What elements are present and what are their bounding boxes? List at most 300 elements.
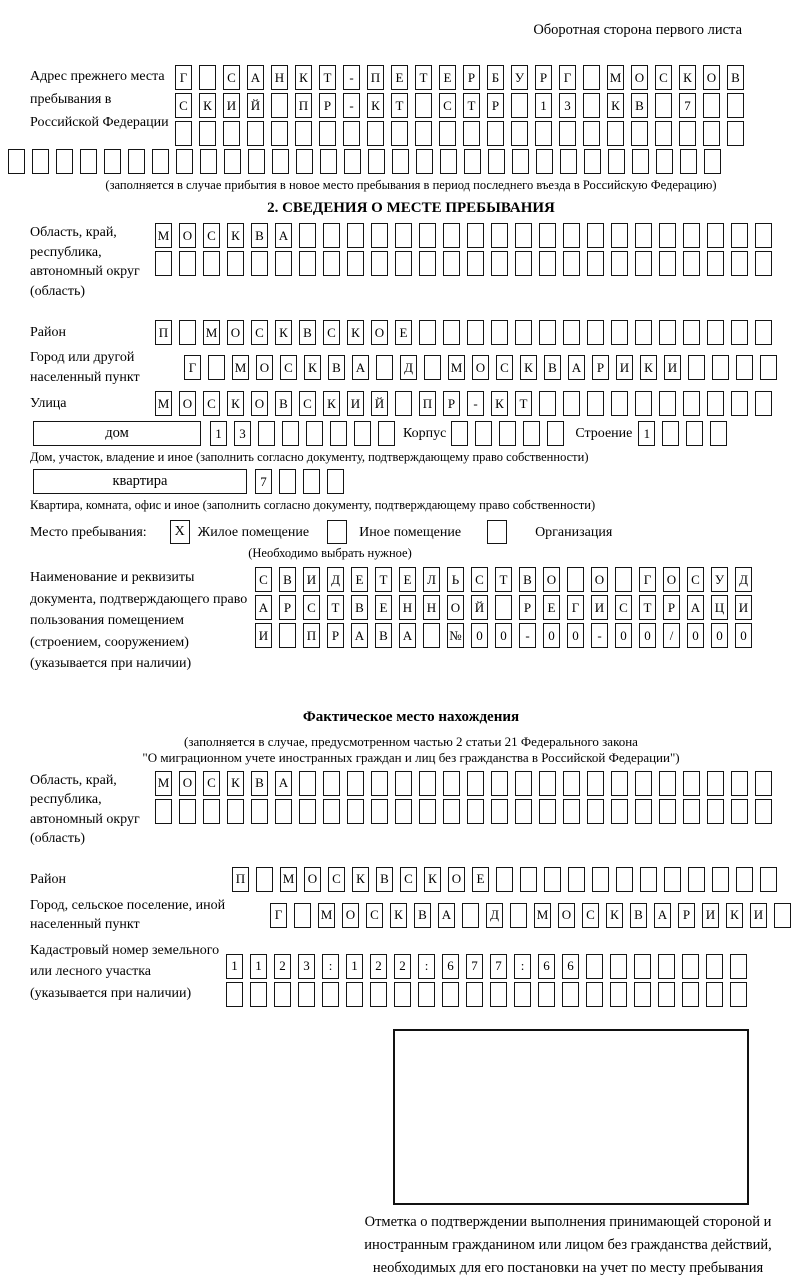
char-cell[interactable]: А (687, 595, 704, 620)
char-cell[interactable] (544, 867, 561, 892)
char-cell[interactable]: С (582, 903, 599, 928)
char-cell[interactable]: А (654, 903, 671, 928)
char-cell[interactable]: А (352, 355, 369, 380)
char-cell[interactable] (274, 982, 291, 1007)
char-cell[interactable] (416, 149, 433, 174)
char-cell[interactable]: К (390, 903, 407, 928)
char-cell[interactable]: П (419, 391, 436, 416)
char-cell[interactable]: Б (487, 65, 504, 90)
char-cell[interactable]: Е (543, 595, 560, 620)
char-cell[interactable] (298, 982, 315, 1007)
char-cell[interactable]: 1 (226, 954, 243, 979)
char-cell[interactable]: С (496, 355, 513, 380)
char-cell[interactable] (755, 223, 772, 248)
char-cell[interactable] (391, 121, 408, 146)
char-cell[interactable] (279, 469, 296, 494)
char-cell[interactable] (418, 982, 435, 1007)
char-cell[interactable] (682, 954, 699, 979)
char-cell[interactable] (755, 251, 772, 276)
char-cell[interactable] (467, 251, 484, 276)
char-cell[interactable] (635, 799, 652, 824)
char-cell[interactable]: А (568, 355, 585, 380)
char-cell[interactable]: Ь (447, 567, 464, 592)
char-cell[interactable] (631, 121, 648, 146)
char-cell[interactable]: У (711, 567, 728, 592)
char-cell[interactable] (443, 320, 460, 345)
char-cell[interactable] (686, 421, 703, 446)
char-cell[interactable]: О (371, 320, 388, 345)
char-cell[interactable] (155, 251, 172, 276)
char-cell[interactable] (451, 421, 468, 446)
char-cell[interactable] (491, 320, 508, 345)
char-cell[interactable] (282, 421, 299, 446)
char-cell[interactable]: И (735, 595, 752, 620)
char-cell[interactable] (539, 771, 556, 796)
char-cell[interactable]: Р (463, 65, 480, 90)
char-cell[interactable] (731, 799, 748, 824)
char-cell[interactable] (658, 982, 675, 1007)
char-cell[interactable] (755, 799, 772, 824)
char-cell[interactable]: Г (175, 65, 192, 90)
char-cell[interactable]: А (275, 771, 292, 796)
char-cell[interactable] (607, 121, 624, 146)
char-cell[interactable] (467, 771, 484, 796)
char-cell[interactable]: А (438, 903, 455, 928)
char-cell[interactable]: С (280, 355, 297, 380)
char-cell[interactable]: Е (395, 320, 412, 345)
char-cell[interactable] (683, 251, 700, 276)
char-cell[interactable] (755, 771, 772, 796)
char-cell[interactable]: В (275, 391, 292, 416)
char-cell[interactable] (371, 799, 388, 824)
char-cell[interactable] (487, 121, 504, 146)
char-cell[interactable]: Е (391, 65, 408, 90)
char-cell[interactable] (275, 251, 292, 276)
char-cell[interactable] (347, 251, 364, 276)
char-cell[interactable] (563, 251, 580, 276)
char-cell[interactable]: О (448, 867, 465, 892)
char-cell[interactable] (615, 567, 632, 592)
char-cell[interactable] (587, 320, 604, 345)
char-cell[interactable]: С (655, 65, 672, 90)
char-cell[interactable] (707, 799, 724, 824)
char-cell[interactable] (592, 867, 609, 892)
char-cell[interactable]: Н (271, 65, 288, 90)
char-cell[interactable]: Г (184, 355, 201, 380)
char-cell[interactable]: Р (327, 623, 344, 648)
char-cell[interactable] (368, 149, 385, 174)
char-cell[interactable] (587, 771, 604, 796)
char-cell[interactable] (176, 149, 193, 174)
char-cell[interactable]: Г (567, 595, 584, 620)
char-cell[interactable] (560, 149, 577, 174)
char-cell[interactable]: А (255, 595, 272, 620)
char-cell[interactable] (563, 799, 580, 824)
char-cell[interactable] (538, 982, 555, 1007)
char-cell[interactable] (583, 65, 600, 90)
char-cell[interactable]: И (702, 903, 719, 928)
char-cell[interactable] (611, 391, 628, 416)
char-cell[interactable]: В (251, 223, 268, 248)
char-cell[interactable] (515, 223, 532, 248)
char-cell[interactable] (563, 391, 580, 416)
char-cell[interactable] (515, 251, 532, 276)
char-cell[interactable] (635, 391, 652, 416)
char-cell[interactable] (395, 223, 412, 248)
char-cell[interactable]: В (376, 867, 393, 892)
char-cell[interactable] (703, 121, 720, 146)
char-cell[interactable] (496, 867, 513, 892)
char-cell[interactable]: Т (639, 595, 656, 620)
char-cell[interactable]: В (375, 623, 392, 648)
char-cell[interactable]: 2 (370, 954, 387, 979)
char-cell[interactable] (251, 251, 268, 276)
char-cell[interactable]: Р (487, 93, 504, 118)
char-cell[interactable]: М (280, 867, 297, 892)
char-cell[interactable]: О (251, 391, 268, 416)
char-cell[interactable]: 6 (538, 954, 555, 979)
char-cell[interactable]: Т (319, 65, 336, 90)
char-cell[interactable]: К (520, 355, 537, 380)
char-cell[interactable] (488, 149, 505, 174)
char-cell[interactable] (515, 799, 532, 824)
char-cell[interactable]: - (591, 623, 608, 648)
char-cell[interactable]: Г (270, 903, 287, 928)
char-cell[interactable] (327, 469, 344, 494)
char-cell[interactable]: С (175, 93, 192, 118)
char-cell[interactable]: А (275, 223, 292, 248)
char-cell[interactable] (299, 771, 316, 796)
char-cell[interactable]: Й (247, 93, 264, 118)
char-cell[interactable] (258, 421, 275, 446)
char-cell[interactable] (419, 251, 436, 276)
char-cell[interactable]: К (491, 391, 508, 416)
char-cell[interactable] (294, 903, 311, 928)
char-cell[interactable] (490, 982, 507, 1007)
char-cell[interactable]: О (558, 903, 575, 928)
char-cell[interactable] (635, 320, 652, 345)
char-cell[interactable] (419, 223, 436, 248)
char-cell[interactable]: В (351, 595, 368, 620)
char-cell[interactable]: 7 (255, 469, 272, 494)
char-cell[interactable] (296, 149, 313, 174)
char-cell[interactable] (731, 771, 748, 796)
char-cell[interactable] (415, 93, 432, 118)
char-cell[interactable] (536, 149, 553, 174)
char-cell[interactable]: С (203, 391, 220, 416)
char-cell[interactable] (587, 223, 604, 248)
char-cell[interactable]: К (295, 65, 312, 90)
char-cell[interactable] (523, 421, 540, 446)
char-cell[interactable]: 7 (466, 954, 483, 979)
char-cell[interactable] (547, 421, 564, 446)
char-cell[interactable]: М (534, 903, 551, 928)
char-cell[interactable] (203, 251, 220, 276)
char-cell[interactable] (371, 223, 388, 248)
char-cell[interactable]: Р (519, 595, 536, 620)
char-cell[interactable] (354, 421, 371, 446)
char-cell[interactable]: - (343, 93, 360, 118)
char-cell[interactable]: Д (400, 355, 417, 380)
char-cell[interactable]: Е (439, 65, 456, 90)
char-cell[interactable]: Ц (711, 595, 728, 620)
char-cell[interactable]: П (155, 320, 172, 345)
char-cell[interactable]: 7 (490, 954, 507, 979)
char-cell[interactable] (475, 421, 492, 446)
char-cell[interactable]: 6 (442, 954, 459, 979)
char-cell[interactable]: О (591, 567, 608, 592)
char-cell[interactable] (662, 421, 679, 446)
char-cell[interactable]: : (514, 954, 531, 979)
char-cell[interactable] (562, 982, 579, 1007)
char-cell[interactable] (535, 121, 552, 146)
char-cell[interactable]: К (352, 867, 369, 892)
char-cell[interactable]: С (255, 567, 272, 592)
char-cell[interactable] (707, 391, 724, 416)
char-cell[interactable]: С (366, 903, 383, 928)
char-cell[interactable] (227, 799, 244, 824)
char-cell[interactable] (511, 93, 528, 118)
char-cell[interactable] (250, 982, 267, 1007)
char-cell[interactable] (271, 121, 288, 146)
char-cell[interactable] (419, 320, 436, 345)
char-cell[interactable]: 1 (250, 954, 267, 979)
char-cell[interactable]: - (467, 391, 484, 416)
char-cell[interactable] (395, 799, 412, 824)
char-cell[interactable] (559, 121, 576, 146)
char-cell[interactable]: Е (472, 867, 489, 892)
char-cell[interactable] (707, 320, 724, 345)
char-cell[interactable]: 2 (274, 954, 291, 979)
char-cell[interactable] (419, 771, 436, 796)
char-cell[interactable]: Р (319, 93, 336, 118)
char-cell[interactable] (256, 867, 273, 892)
char-cell[interactable]: П (367, 65, 384, 90)
char-cell[interactable] (774, 903, 791, 928)
char-cell[interactable] (463, 121, 480, 146)
char-cell[interactable] (299, 223, 316, 248)
char-cell[interactable]: М (448, 355, 465, 380)
char-cell[interactable]: Е (375, 595, 392, 620)
char-cell[interactable] (634, 982, 651, 1007)
char-cell[interactable] (731, 223, 748, 248)
stay-option-organization-checkbox[interactable] (487, 520, 507, 544)
char-cell[interactable] (659, 771, 676, 796)
char-cell[interactable] (736, 355, 753, 380)
char-cell[interactable]: С (251, 320, 268, 345)
char-cell[interactable] (520, 867, 537, 892)
char-cell[interactable] (608, 149, 625, 174)
char-cell[interactable] (563, 223, 580, 248)
char-cell[interactable]: А (399, 623, 416, 648)
char-cell[interactable]: И (303, 567, 320, 592)
char-cell[interactable]: 0 (495, 623, 512, 648)
char-cell[interactable]: 6 (562, 954, 579, 979)
char-cell[interactable]: 7 (679, 93, 696, 118)
char-cell[interactable] (659, 223, 676, 248)
char-cell[interactable]: Й (471, 595, 488, 620)
char-cell[interactable]: К (607, 93, 624, 118)
char-cell[interactable]: О (447, 595, 464, 620)
char-cell[interactable] (683, 223, 700, 248)
char-cell[interactable]: Р (678, 903, 695, 928)
char-cell[interactable]: 0 (687, 623, 704, 648)
char-cell[interactable]: № (447, 623, 464, 648)
char-cell[interactable] (511, 121, 528, 146)
char-cell[interactable] (659, 320, 676, 345)
char-cell[interactable]: 0 (639, 623, 656, 648)
char-cell[interactable] (635, 223, 652, 248)
char-cell[interactable]: О (227, 320, 244, 345)
char-cell[interactable]: 3 (298, 954, 315, 979)
char-cell[interactable]: 0 (471, 623, 488, 648)
char-cell[interactable]: В (328, 355, 345, 380)
char-cell[interactable] (343, 121, 360, 146)
char-cell[interactable] (128, 149, 145, 174)
char-cell[interactable]: К (227, 223, 244, 248)
char-cell[interactable] (200, 149, 217, 174)
char-cell[interactable]: 0 (543, 623, 560, 648)
char-cell[interactable] (760, 355, 777, 380)
char-cell[interactable] (323, 223, 340, 248)
char-cell[interactable]: Е (351, 567, 368, 592)
char-cell[interactable] (175, 121, 192, 146)
char-cell[interactable] (499, 421, 516, 446)
char-cell[interactable]: Т (495, 567, 512, 592)
char-cell[interactable]: В (727, 65, 744, 90)
char-cell[interactable] (658, 954, 675, 979)
char-cell[interactable] (587, 799, 604, 824)
char-cell[interactable]: М (203, 320, 220, 345)
char-cell[interactable] (224, 149, 241, 174)
char-cell[interactable]: М (155, 771, 172, 796)
char-cell[interactable] (424, 355, 441, 380)
char-cell[interactable] (306, 421, 323, 446)
char-cell[interactable]: 3 (559, 93, 576, 118)
char-cell[interactable] (303, 469, 320, 494)
char-cell[interactable]: Р (279, 595, 296, 620)
char-cell[interactable] (104, 149, 121, 174)
char-cell[interactable] (611, 223, 628, 248)
char-cell[interactable] (727, 93, 744, 118)
char-cell[interactable]: Т (327, 595, 344, 620)
char-cell[interactable]: Т (463, 93, 480, 118)
char-cell[interactable]: О (543, 567, 560, 592)
char-cell[interactable] (706, 954, 723, 979)
char-cell[interactable] (443, 223, 460, 248)
char-cell[interactable] (491, 223, 508, 248)
char-cell[interactable]: С (471, 567, 488, 592)
char-cell[interactable] (632, 149, 649, 174)
char-cell[interactable] (568, 867, 585, 892)
char-cell[interactable] (755, 391, 772, 416)
char-cell[interactable] (611, 799, 628, 824)
char-cell[interactable] (682, 982, 699, 1007)
char-cell[interactable]: К (275, 320, 292, 345)
char-cell[interactable] (704, 149, 721, 174)
char-cell[interactable]: Т (415, 65, 432, 90)
char-cell[interactable] (370, 982, 387, 1007)
char-cell[interactable]: П (303, 623, 320, 648)
char-cell[interactable] (223, 121, 240, 146)
char-cell[interactable]: - (343, 65, 360, 90)
char-cell[interactable] (730, 982, 747, 1007)
char-cell[interactable] (616, 867, 633, 892)
char-cell[interactable]: С (328, 867, 345, 892)
char-cell[interactable]: О (304, 867, 321, 892)
char-cell[interactable] (322, 982, 339, 1007)
char-cell[interactable] (32, 149, 49, 174)
char-cell[interactable] (347, 799, 364, 824)
char-cell[interactable] (443, 771, 460, 796)
char-cell[interactable] (395, 391, 412, 416)
char-cell[interactable] (659, 391, 676, 416)
char-cell[interactable] (80, 149, 97, 174)
char-cell[interactable]: С (223, 65, 240, 90)
char-cell[interactable] (515, 771, 532, 796)
char-cell[interactable] (344, 149, 361, 174)
char-cell[interactable]: 0 (735, 623, 752, 648)
char-cell[interactable] (634, 954, 651, 979)
char-cell[interactable]: П (295, 93, 312, 118)
char-cell[interactable] (680, 149, 697, 174)
char-cell[interactable] (179, 320, 196, 345)
char-cell[interactable] (347, 223, 364, 248)
char-cell[interactable]: С (303, 595, 320, 620)
char-cell[interactable] (563, 771, 580, 796)
char-cell[interactable]: И (223, 93, 240, 118)
char-cell[interactable]: О (342, 903, 359, 928)
char-cell[interactable] (514, 982, 531, 1007)
char-cell[interactable] (423, 623, 440, 648)
char-cell[interactable]: Р (443, 391, 460, 416)
char-cell[interactable]: С (615, 595, 632, 620)
char-cell[interactable] (208, 355, 225, 380)
char-cell[interactable] (586, 954, 603, 979)
char-cell[interactable] (179, 251, 196, 276)
char-cell[interactable] (155, 799, 172, 824)
char-cell[interactable]: К (347, 320, 364, 345)
char-cell[interactable]: И (347, 391, 364, 416)
char-cell[interactable]: К (606, 903, 623, 928)
char-cell[interactable] (706, 982, 723, 1007)
char-cell[interactable] (515, 320, 532, 345)
char-cell[interactable]: В (414, 903, 431, 928)
char-cell[interactable] (712, 355, 729, 380)
char-cell[interactable]: 3 (234, 421, 251, 446)
char-cell[interactable] (495, 595, 512, 620)
char-cell[interactable]: К (323, 391, 340, 416)
char-cell[interactable] (611, 320, 628, 345)
char-cell[interactable]: В (544, 355, 561, 380)
char-cell[interactable]: Е (399, 567, 416, 592)
char-cell[interactable]: А (247, 65, 264, 90)
char-cell[interactable] (688, 867, 705, 892)
char-cell[interactable]: М (232, 355, 249, 380)
char-cell[interactable] (512, 149, 529, 174)
char-cell[interactable]: О (631, 65, 648, 90)
char-cell[interactable]: К (304, 355, 321, 380)
char-cell[interactable] (271, 93, 288, 118)
char-cell[interactable] (587, 391, 604, 416)
char-cell[interactable]: К (424, 867, 441, 892)
char-cell[interactable] (707, 251, 724, 276)
char-cell[interactable] (731, 251, 748, 276)
char-cell[interactable]: : (322, 954, 339, 979)
char-cell[interactable] (683, 799, 700, 824)
char-cell[interactable] (731, 391, 748, 416)
char-cell[interactable]: О (256, 355, 273, 380)
